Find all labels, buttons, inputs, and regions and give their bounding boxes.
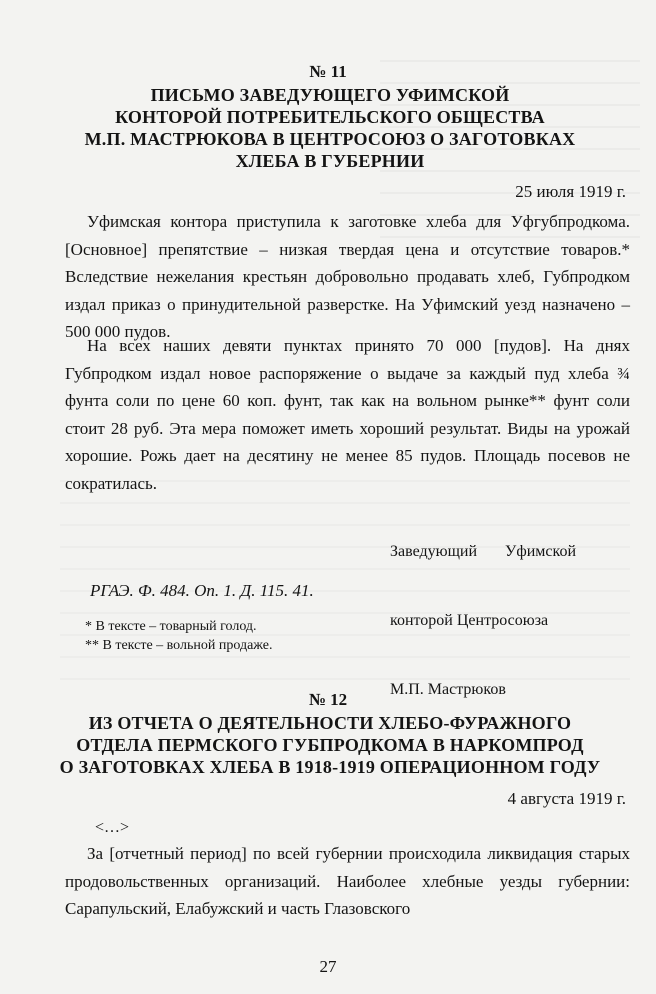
title-line: ОТДЕЛА ПЕРМСКОГО ГУБПРОДКОМА В НАРКОМПРОД bbox=[76, 735, 584, 755]
document-title bbox=[40, 84, 620, 172]
omission-mark: <…> bbox=[95, 819, 130, 836]
title-line: ПИСЬМО ЗАВЕДУЮЩЕГО УФИМСКОЙ bbox=[150, 85, 510, 105]
signature-line: конторой Центросоюза bbox=[390, 612, 549, 629]
title-line: ХЛЕБА В ГУБЕРНИИ bbox=[235, 151, 425, 171]
document-date: 4 августа 1919 г. bbox=[507, 789, 626, 808]
title-line: О ЗАГОТОВКАХ ХЛЕБА В 1918-1919 ОПЕРАЦИОННОМ ГОДУ bbox=[59, 757, 601, 777]
paragraph: Уфимская контора приступила к заготовке хлеба для Уфгубпродкома. [Основное] препятствие – низкая твердая цена и отсутствие товаров.* Вследствие нежелания крестьян добровольно продавать хлеб, Губпродком издал приказ о принудительной разверстке. На Уфимский уезд назначено – 500 000 пудов. bbox=[65, 212, 630, 341]
title-line: КОНТОРОЙ ПОТРЕБИТЕЛЬСКОГО ОБЩЕСТВА bbox=[115, 107, 545, 127]
document-date: 25 июля 1919 г. bbox=[515, 182, 626, 201]
page-number: 27 bbox=[319, 957, 337, 976]
document-number: № 11 bbox=[309, 62, 347, 81]
footnote: ** В тексте – вольной продаже. bbox=[85, 638, 273, 653]
archive-reference: РГАЭ. Ф. 484. Оп. 1. Д. 115. 41. bbox=[90, 581, 314, 600]
paragraph: За [отчетный период] по всей губернии происходила ликвидация старых продовольственных организаций. Наиболее хлебные уезды губернии: Сарапульский, Елабужский и часть Глазовского bbox=[65, 844, 630, 918]
footnote: * В тексте – товарный голод. bbox=[85, 619, 257, 634]
paragraph: На всех наших девяти пунктах принято 70 000 [пудов]. На днях Губпродком издал новое распоряжение о выдаче за каждый пуд хлеба ¾ фунта соли по цене 60 коп. фунт, так как на вольном рынке** фунт соли стоит 28 руб. Эта мера поможет иметь хороший результат. Виды на урожай хорошие. Рожь дает на десятину не менее 85 пудов. Площадь посевов не сократилась. bbox=[65, 336, 630, 493]
document-title bbox=[30, 712, 630, 778]
document-number: № 12 bbox=[308, 690, 348, 709]
title-line: М.П. МАСТРЮКОВА В ЦЕНТРОСОЮЗ О ЗАГОТОВКАХ bbox=[84, 129, 576, 149]
title-line: ИЗ ОТЧЕТА О ДЕЯТЕЛЬНОСТИ ХЛЕБО-ФУРАЖНОГО bbox=[88, 713, 572, 733]
signature-line: М.П. Мастрюков bbox=[390, 681, 506, 698]
signature-line: Заведующий Уфимской bbox=[390, 543, 577, 560]
